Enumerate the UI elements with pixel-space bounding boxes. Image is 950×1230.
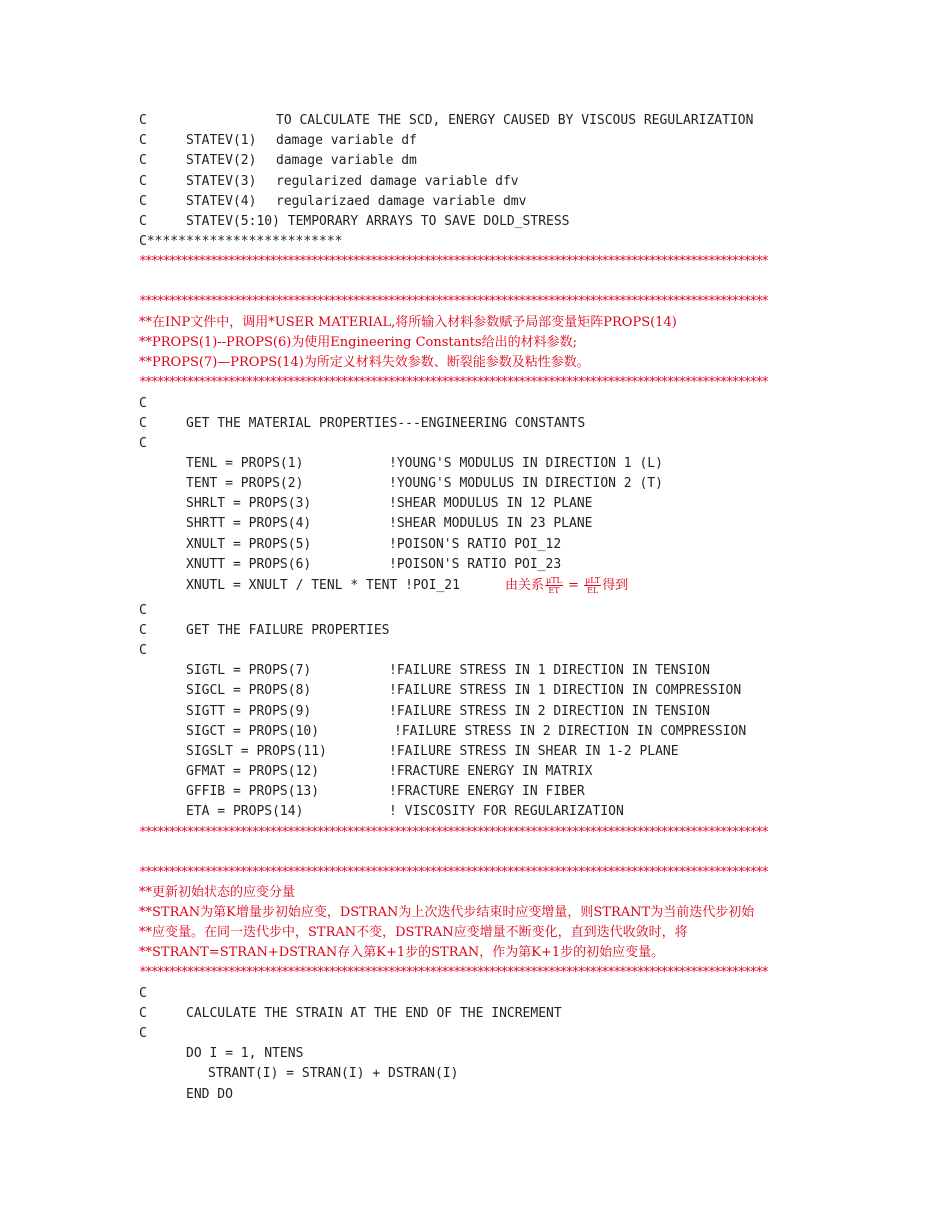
red-star-divider: ********************************************************************************************************** <box>139 865 768 880</box>
red-star-divider: ********************************************************************************************************** <box>139 254 768 269</box>
annotation-line: **STRANT=STRAN+DSTRAN存入第K+1步的STRAN，作为第K+1步的初始应变量。 <box>139 945 665 960</box>
inline-comment: !FAILURE STRESS IN SHEAR IN 1-2 PLANE <box>389 744 679 759</box>
code-line <box>0 782 585 802</box>
inline-comment: !FAILURE STRESS IN 1 DIRECTION IN TENSION <box>389 663 710 678</box>
comment-marker: C <box>139 133 147 148</box>
comment-marker: C <box>139 396 147 411</box>
code-line <box>0 621 390 641</box>
comment-marker: C <box>139 113 147 128</box>
annotation-line: **PROPS(7)—PROPS(14)为所定义材料失效参数、断裂能参数及粘性参数。 <box>139 355 590 370</box>
comment-marker: C <box>139 1026 147 1041</box>
inline-comment: !FAILURE STRESS IN 1 DIRECTION IN COMPRESSION <box>389 683 742 698</box>
comment-text: TO CALCULATE THE SCD, ENERGY CAUSED BY VISCOUS REGULARIZATION <box>276 113 754 128</box>
code-line <box>0 172 519 192</box>
code-line <box>0 535 562 555</box>
red-star-divider: ********************************************************************************************************** <box>139 825 768 840</box>
statev-temp: STATEV(5:10) TEMPORARY ARRAYS TO SAVE DOLD_STRESS <box>186 214 570 229</box>
code-line <box>0 702 710 722</box>
code-statement: SIGTT = PROPS(9) <box>186 704 312 719</box>
inline-comment: !FAILURE STRESS IN 2 DIRECTION IN TENSION <box>389 704 710 719</box>
code-statement: ETA = PROPS(14) <box>186 804 304 819</box>
code-statement: TENT = PROPS(2) <box>186 476 304 491</box>
code-statement: TENL = PROPS(1) <box>186 456 304 471</box>
comment-marker: C <box>139 603 147 618</box>
statev-desc: regularizaed damage variable dmv <box>276 194 527 209</box>
inline-comment: !YOUNG'S MODULUS IN DIRECTION 1 (L) <box>389 456 663 471</box>
code-line <box>0 474 663 494</box>
code-line <box>0 232 343 252</box>
code-line <box>0 1044 304 1064</box>
code-statement: GFFIB = PROPS(13) <box>186 784 320 799</box>
do-loop-start: DO I = 1, NTENS <box>186 1046 304 1061</box>
code-statement: SIGTL = PROPS(7) <box>186 663 312 678</box>
code-line <box>0 1085 233 1105</box>
code-line <box>0 722 747 742</box>
inline-comment: !FAILURE STRESS IN 2 DIRECTION IN COMPRESSION <box>394 724 747 739</box>
do-loop-end: END DO <box>186 1087 233 1102</box>
comment-marker: C <box>139 1006 147 1021</box>
inline-comment: !POISON'S RATIO POI_23 <box>389 557 562 572</box>
code-line <box>0 1024 147 1044</box>
red-star-divider: ********************************************************************************************************** <box>139 294 768 309</box>
code-line <box>0 514 593 534</box>
red-star-divider: ********************************************************************************************************** <box>139 375 768 390</box>
code-statement: XNULT = PROPS(5) <box>186 537 312 552</box>
code-line <box>0 681 742 701</box>
code-statement: SIGCT = PROPS(10) <box>186 724 320 739</box>
code-line <box>0 151 417 171</box>
section-heading: GET THE MATERIAL PROPERTIES---ENGINEERING CONSTANTS <box>186 416 586 431</box>
comment-marker: C <box>139 436 147 451</box>
code-line <box>0 802 624 822</box>
code-line <box>0 131 417 151</box>
code-statement: XNUTL = XNULT / TENL * TENT !POI_21 <box>186 578 460 593</box>
annotation-line: **STRAN为第K增量步初始应变，DSTRAN为上次迭代步结束时应变增量，则STRANT为当前迭代步初始 <box>139 905 755 920</box>
code-line <box>0 1064 459 1084</box>
loop-body: STRANT(I) = STRAN(I) + DSTRAN(I) <box>208 1066 459 1081</box>
inline-comment: !SHEAR MODULUS IN 23 PLANE <box>389 516 593 531</box>
code-line <box>0 555 562 575</box>
statev-desc: damage variable df <box>276 133 417 148</box>
section-heading: CALCULATE THE STRAIN AT THE END OF THE INCREMENT <box>186 1006 562 1021</box>
statev-name: STATEV(1) <box>186 133 257 148</box>
code-line <box>0 454 663 474</box>
code-line <box>0 192 527 212</box>
comment-marker: C <box>139 623 147 638</box>
comment-marker: C <box>139 643 147 658</box>
comment-marker: C <box>139 214 147 229</box>
code-line <box>0 1004 562 1024</box>
code-line <box>0 576 629 596</box>
section-heading: GET THE FAILURE PROPERTIES <box>186 623 390 638</box>
comment-marker: C <box>139 416 147 431</box>
statev-desc: regularized damage variable dfv <box>276 174 519 189</box>
code-line <box>0 762 593 782</box>
annotation-line: **PROPS(1)--PROPS(6)为使用Engineering Constants给出的材料参数; <box>139 335 578 350</box>
red-star-divider: ********************************************************************************************************** <box>139 965 768 980</box>
code-statement: SHRTT = PROPS(4) <box>186 516 312 531</box>
comment-marker: C <box>139 194 147 209</box>
fraction: $\frac{\text{μLT}}{EL}$ <box>585 576 601 595</box>
inline-comment: !FRACTURE ENERGY IN MATRIX <box>389 764 593 779</box>
annotation-line: **在INP文件中，调用*USER MATERIAL,将所输入材料参数赋予局部变量矩阵PROPS(14) <box>139 315 677 330</box>
code-line <box>0 394 147 414</box>
comment-marker: C <box>139 153 147 168</box>
annotation-line: **应变量。在同一迭代步中，STRAN不变，DSTRAN应变增量不断变化，直到迭代收敛时，将 <box>139 925 688 940</box>
code-line <box>0 414 586 434</box>
statev-name: STATEV(2) <box>186 153 257 168</box>
inline-comment: ! VISCOSITY FOR REGULARIZATION <box>389 804 624 819</box>
statev-name: STATEV(4) <box>186 194 257 209</box>
comment-stars: C************************* <box>139 234 343 249</box>
annotation-line: **更新初始状态的应变分量 <box>139 885 296 900</box>
code-line <box>0 212 570 232</box>
inline-comment: !YOUNG'S MODULUS IN DIRECTION 2 (T) <box>389 476 663 491</box>
code-line <box>0 494 593 514</box>
comment-marker: C <box>139 986 147 1001</box>
code-statement: GFMAT = PROPS(12) <box>186 764 320 779</box>
inline-comment: !SHEAR MODULUS IN 12 PLANE <box>389 496 593 511</box>
code-statement: SIGCL = PROPS(8) <box>186 683 312 698</box>
fraction: $\frac{\text{μTL}}{ET}$ <box>546 576 562 595</box>
code-statement: SIGSLT = PROPS(11) <box>186 744 327 759</box>
code-statement: XNUTT = PROPS(6) <box>186 557 312 572</box>
statev-name: STATEV(3) <box>186 174 257 189</box>
statev-desc: damage variable dm <box>276 153 417 168</box>
code-line <box>0 601 147 621</box>
formula-annotation: 由关系 $\frac{\text{μTL}}{ET}$ = $\frac{\text{μLT}}{EL}$ 得到 <box>505 576 629 595</box>
inline-comment: !POISON'S RATIO POI_12 <box>389 537 562 552</box>
code-line <box>0 434 147 454</box>
code-line <box>0 984 147 1004</box>
comment-marker: C <box>139 174 147 189</box>
code-line <box>0 742 679 762</box>
code-line <box>0 111 754 131</box>
code-line <box>0 641 147 661</box>
code-statement: SHRLT = PROPS(3) <box>186 496 312 511</box>
inline-comment: !FRACTURE ENERGY IN FIBER <box>389 784 585 799</box>
code-line <box>0 661 710 681</box>
